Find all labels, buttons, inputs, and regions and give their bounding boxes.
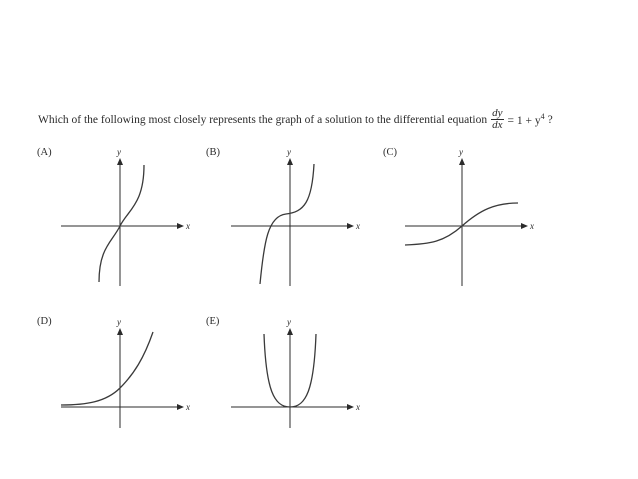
y-axis-label: y [287, 320, 291, 327]
fraction-denominator: dx [492, 119, 503, 131]
y-axis-label: y [117, 150, 121, 157]
x-axis-label: x [356, 402, 360, 412]
x-axis-arrow [177, 404, 184, 410]
option-a-graph [56, 150, 192, 290]
question-text [38, 108, 553, 131]
option-b-graph [226, 150, 362, 290]
x-axis-label: x [356, 221, 360, 231]
option-b-label: (B) [206, 147, 220, 158]
y-axis-arrow [117, 158, 123, 165]
rhs-exponent: 4 [540, 112, 545, 122]
y-axis-arrow [117, 328, 123, 335]
x-axis-arrow [177, 223, 184, 229]
rhs-text: = 1 + y [507, 114, 541, 127]
y-axis-label: y [287, 150, 291, 157]
y-axis-arrow [459, 158, 465, 165]
option-a-label: (A) [37, 147, 52, 158]
option-d-graph [56, 320, 192, 435]
x-axis-label: x [530, 221, 534, 231]
option-c-graph [400, 150, 536, 290]
solution-curve [260, 164, 314, 284]
y-axis-label: y [117, 320, 121, 327]
x-axis-arrow [521, 223, 528, 229]
question-prompt: Which of the following most closely represents the graph of a solution to the differential equation [38, 113, 488, 126]
y-axis-arrow [287, 158, 293, 165]
fraction-numerator: dy [492, 107, 503, 119]
derivative-fraction [491, 108, 503, 131]
y-axis-label: y [459, 150, 463, 157]
x-axis-arrow [347, 404, 354, 410]
equation-rhs [508, 112, 545, 127]
option-d-label: (D) [37, 316, 52, 327]
option-c-label: (C) [383, 147, 397, 158]
question-mark: ? [547, 113, 553, 126]
option-e-graph [226, 320, 362, 435]
x-axis-label: x [186, 402, 190, 412]
solution-curve [61, 332, 153, 405]
solution-curve [99, 165, 144, 282]
option-e-label: (E) [206, 316, 220, 327]
y-axis-arrow [287, 328, 293, 335]
x-axis-arrow [347, 223, 354, 229]
x-axis-label: x [186, 221, 190, 231]
